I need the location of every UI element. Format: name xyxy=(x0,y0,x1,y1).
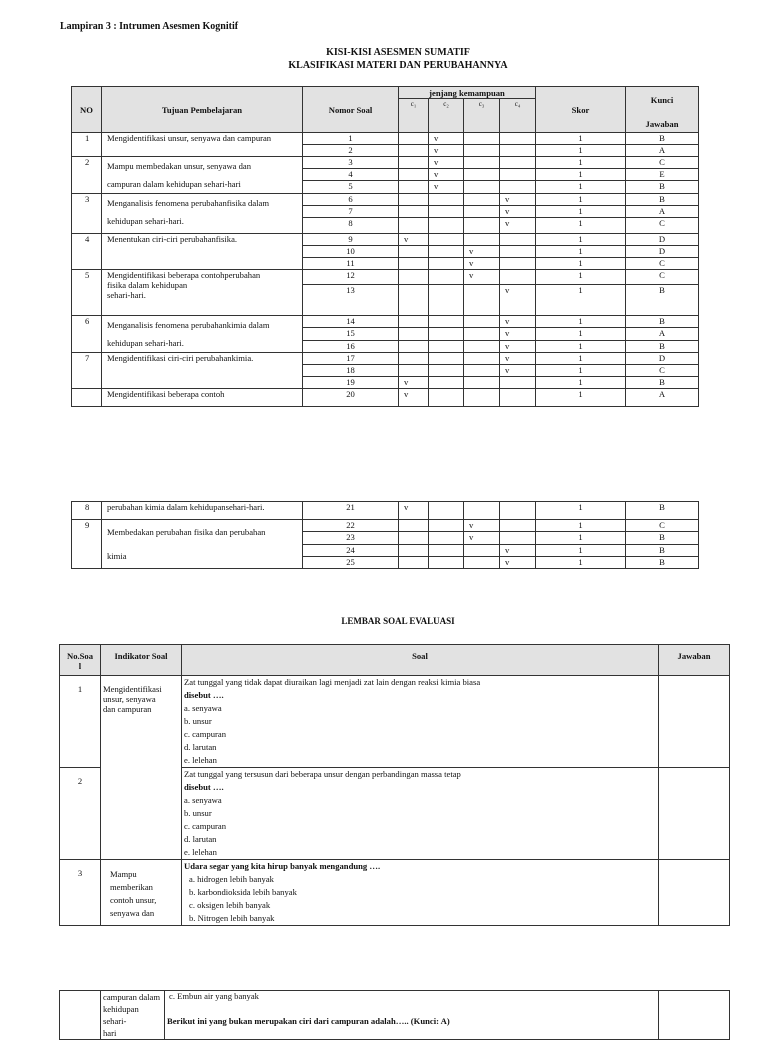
kisi-kisi-table xyxy=(71,86,699,407)
level-c3 xyxy=(464,181,500,194)
indikator-line: Mengidentifikasi xyxy=(103,684,162,694)
skor: 1 xyxy=(536,340,626,352)
nomor-soal: 23 xyxy=(303,532,399,544)
group-no: 2 xyxy=(72,157,102,194)
tujuan-cell xyxy=(102,316,303,353)
indikator-line: memberikan xyxy=(110,882,153,892)
kisi-row xyxy=(72,502,699,520)
no-soal-line1: No.Soa xyxy=(66,651,94,661)
tujuan-cell xyxy=(102,353,303,389)
question-text-cell xyxy=(182,676,659,768)
nomor-soal: 13 xyxy=(303,285,399,316)
level-c1: v xyxy=(399,377,429,389)
kisi-row xyxy=(72,520,699,532)
option-c: c. campuran xyxy=(184,729,226,739)
level-c1 xyxy=(399,181,429,194)
kunci: C xyxy=(626,258,699,270)
level-c2 xyxy=(429,258,464,270)
group-no: 4 xyxy=(72,234,102,270)
question-row xyxy=(60,991,730,1040)
kunci: B xyxy=(626,340,699,352)
level-c3 xyxy=(464,328,500,340)
level-c3 xyxy=(464,316,500,328)
kisi-row xyxy=(72,353,699,365)
level-c4: v xyxy=(500,340,536,352)
kunci: B xyxy=(626,285,699,316)
option-e: e. lelehan xyxy=(184,847,217,857)
tujuan-line: Mengidentifikasi beberapa contohperubahan xyxy=(107,270,261,280)
indikator-line: unsur, senyawa xyxy=(103,694,156,704)
level-c1 xyxy=(399,157,429,169)
tujuan-line: Menentukan ciri-ciri perubahanfisika. xyxy=(107,234,238,244)
level-c3 xyxy=(464,157,500,169)
level-c2 xyxy=(429,218,464,234)
col-c2: c₂ xyxy=(429,99,464,133)
level-c4 xyxy=(500,234,536,246)
kunci: C xyxy=(626,365,699,377)
skor: 1 xyxy=(536,133,626,145)
skor: 1 xyxy=(536,218,626,234)
kunci: C xyxy=(626,157,699,169)
level-c1 xyxy=(399,270,429,285)
level-c2: v xyxy=(429,181,464,194)
level-c1 xyxy=(399,258,429,270)
option-d: d. larutan xyxy=(184,834,217,844)
kunci: A xyxy=(626,206,699,218)
level-c1 xyxy=(399,169,429,181)
option-d: b. Nitrogen lebih banyak xyxy=(189,913,275,923)
tujuan-line: Menganalisis fenomena perubahanfisika dalam xyxy=(107,198,270,208)
level-c4 xyxy=(500,502,536,520)
kisi-row xyxy=(72,157,699,169)
nomor-soal: 25 xyxy=(303,556,399,568)
level-c3 xyxy=(464,218,500,234)
level-c1 xyxy=(399,328,429,340)
group-no: 9 xyxy=(72,520,102,569)
level-c1 xyxy=(399,353,429,365)
level-c3: v xyxy=(464,246,500,258)
level-c3 xyxy=(464,169,500,181)
skor: 1 xyxy=(536,285,626,316)
nomor-soal: 11 xyxy=(303,258,399,270)
group-no xyxy=(72,389,102,407)
option-b: b. karbondioksida lebih banyak xyxy=(189,887,297,897)
col-no-soal xyxy=(60,645,101,676)
level-c2 xyxy=(429,246,464,258)
tujuan-line: Mengidentifikasi unsur, senyawa dan campuran xyxy=(107,133,272,143)
kunci: B xyxy=(626,377,699,389)
nomor-soal: 6 xyxy=(303,194,399,206)
lampiran-label: Lampiran 3 : Intrumen Asesmen Kognitif xyxy=(60,21,239,32)
level-c3 xyxy=(464,285,500,316)
kisi-row xyxy=(72,389,699,407)
kunci: C xyxy=(626,520,699,532)
level-c1: v xyxy=(399,234,429,246)
level-c4 xyxy=(500,145,536,157)
skor: 1 xyxy=(536,389,626,407)
nomor-soal: 2 xyxy=(303,145,399,157)
level-c3 xyxy=(464,502,500,520)
indikator-line: hari xyxy=(103,1028,117,1038)
tujuan-line: Membedakan perubahan fisika dan perubahan xyxy=(107,527,266,537)
level-c1 xyxy=(399,316,429,328)
nomor-soal: 10 xyxy=(303,246,399,258)
level-c2 xyxy=(429,353,464,365)
skor: 1 xyxy=(536,258,626,270)
question-text: Zat tunggal yang tidak dapat diuraikan lagi menjadi zat lain dengan reaksi kimia biasa xyxy=(184,677,481,687)
tujuan-cell xyxy=(102,389,303,407)
level-c2 xyxy=(429,194,464,206)
question-text-cell xyxy=(165,991,659,1040)
level-c4 xyxy=(500,246,536,258)
col-tujuan: Tujuan Pembelajaran xyxy=(102,87,303,133)
nomor-soal: 8 xyxy=(303,218,399,234)
tujuan-line: kehidupan sehari-hari. xyxy=(107,216,184,226)
jawaban-label: Jawaban xyxy=(645,119,679,129)
level-c2 xyxy=(429,377,464,389)
skor: 1 xyxy=(536,181,626,194)
nomor-soal: 4 xyxy=(303,169,399,181)
level-c4: v xyxy=(500,194,536,206)
tujuan-line: sehari-hari. xyxy=(107,290,146,300)
level-c4 xyxy=(500,532,536,544)
option-b: b. unsur xyxy=(184,716,212,726)
level-c3: v xyxy=(464,258,500,270)
tujuan-cell xyxy=(102,133,303,157)
indikator-line: dan campuran xyxy=(103,704,152,714)
question-text: disebut …. xyxy=(184,782,224,792)
kisi-row xyxy=(72,133,699,145)
tujuan-cell xyxy=(102,157,303,194)
question-number: 1 xyxy=(60,676,101,768)
skor: 1 xyxy=(536,353,626,365)
option-d: d. larutan xyxy=(184,742,217,752)
level-c4 xyxy=(500,181,536,194)
skor: 1 xyxy=(536,556,626,568)
skor: 1 xyxy=(536,270,626,285)
level-c3 xyxy=(464,234,500,246)
level-c4: v xyxy=(500,556,536,568)
col-indikator: Indikator Soal xyxy=(101,645,182,676)
level-c3 xyxy=(464,194,500,206)
indikator-cell xyxy=(101,676,182,860)
kisi-row xyxy=(72,234,699,246)
level-c1: v xyxy=(399,502,429,520)
doc-title: KISI-KISI ASESMEN SUMATIF xyxy=(326,47,470,58)
tujuan-line: campuran dalam kehidupan sehari-hari xyxy=(107,179,241,189)
level-c4 xyxy=(500,270,536,285)
nomor-soal: 20 xyxy=(303,389,399,407)
question-number: 2 xyxy=(60,768,101,860)
level-c1 xyxy=(399,133,429,145)
skor: 1 xyxy=(536,145,626,157)
tujuan-line: Mampu membedakan unsur, senyawa dan xyxy=(107,161,252,171)
lembar-soal-title: LEMBAR SOAL EVALUASI xyxy=(341,616,455,626)
question-text-cell xyxy=(182,768,659,860)
kunci: D xyxy=(626,353,699,365)
nomor-soal: 18 xyxy=(303,365,399,377)
level-c2: v xyxy=(429,145,464,157)
level-c1 xyxy=(399,246,429,258)
question-text: Zat tunggal yang tersusun dari beberapa unsur dengan perbandingan massa tetap xyxy=(184,769,461,779)
indikator-line: senyawa dan xyxy=(110,908,155,918)
level-c2 xyxy=(429,234,464,246)
level-c2: v xyxy=(429,133,464,145)
level-c3 xyxy=(464,556,500,568)
nomor-soal: 19 xyxy=(303,377,399,389)
question-number xyxy=(60,991,101,1040)
level-c4: v xyxy=(500,365,536,377)
group-no: 6 xyxy=(72,316,102,353)
indikator-line: Mampu xyxy=(110,869,137,879)
nomor-soal: 1 xyxy=(303,133,399,145)
indikator-line: campuran dalam xyxy=(103,992,161,1002)
option-c: c. campuran xyxy=(184,821,226,831)
skor: 1 xyxy=(536,502,626,520)
kunci: B xyxy=(626,133,699,145)
soal-table xyxy=(59,644,730,926)
option-a: a. senyawa xyxy=(184,795,222,805)
nomor-soal: 17 xyxy=(303,353,399,365)
skor: 1 xyxy=(536,157,626,169)
kunci: B xyxy=(626,316,699,328)
skor: 1 xyxy=(536,316,626,328)
tujuan-line: kimia xyxy=(107,551,127,561)
level-c4 xyxy=(500,520,536,532)
nomor-soal: 22 xyxy=(303,520,399,532)
level-c2 xyxy=(429,556,464,568)
nomor-soal: 3 xyxy=(303,157,399,169)
level-c3 xyxy=(464,145,500,157)
level-c4: v xyxy=(500,218,536,234)
indikator-cell xyxy=(101,991,165,1040)
skor: 1 xyxy=(536,544,626,556)
col-no: NO xyxy=(72,87,102,133)
jawaban-cell[interactable] xyxy=(659,676,730,768)
kisi-row xyxy=(72,194,699,206)
level-c2 xyxy=(429,328,464,340)
level-c4 xyxy=(500,133,536,145)
level-c1 xyxy=(399,194,429,206)
skor: 1 xyxy=(536,194,626,206)
indikator-cell xyxy=(101,860,182,926)
option-a: a. hidrogen lebih banyak xyxy=(189,874,274,884)
indikator-line: kehidupan sehari- xyxy=(103,1004,139,1026)
level-c2 xyxy=(429,270,464,285)
group-no: 3 xyxy=(72,194,102,234)
level-c4: v xyxy=(500,206,536,218)
nomor-soal: 15 xyxy=(303,328,399,340)
col-soal: Soal xyxy=(182,645,659,676)
tujuan-cell xyxy=(102,520,303,569)
level-c3 xyxy=(464,365,500,377)
level-c1 xyxy=(399,544,429,556)
level-c3 xyxy=(464,544,500,556)
kunci: A xyxy=(626,145,699,157)
level-c4: v xyxy=(500,353,536,365)
kunci: B xyxy=(626,556,699,568)
skor: 1 xyxy=(536,169,626,181)
tujuan-line: perubahan kimia dalam kehidupansehari-hari. xyxy=(107,502,265,512)
tujuan-cell xyxy=(102,194,303,234)
level-c4 xyxy=(500,389,536,407)
nomor-soal: 14 xyxy=(303,316,399,328)
jawaban-cell[interactable] xyxy=(659,860,730,926)
level-c1 xyxy=(399,556,429,568)
col-jenjang: jenjang kemampuan xyxy=(399,87,536,99)
level-c3 xyxy=(464,133,500,145)
level-c1 xyxy=(399,340,429,352)
level-c3: v xyxy=(464,270,500,285)
nomor-soal: 9 xyxy=(303,234,399,246)
tujuan-line: Menganalisis fenomena perubahankimia dalam xyxy=(107,320,270,330)
level-c2 xyxy=(429,285,464,316)
level-c1: v xyxy=(399,389,429,407)
nomor-soal: 12 xyxy=(303,270,399,285)
level-c3 xyxy=(464,206,500,218)
nomor-soal: 24 xyxy=(303,544,399,556)
kunci: A xyxy=(626,389,699,407)
level-c2 xyxy=(429,316,464,328)
level-c2 xyxy=(429,532,464,544)
level-c4 xyxy=(500,169,536,181)
skor: 1 xyxy=(536,532,626,544)
level-c4: v xyxy=(500,544,536,556)
tujuan-line: Mengidentifikasi ciri-ciri perubahankimia. xyxy=(107,353,254,363)
tujuan-cell xyxy=(102,502,303,520)
level-c2 xyxy=(429,520,464,532)
level-c1 xyxy=(399,206,429,218)
tujuan-line: Mengidentifikasi beberapa contoh xyxy=(107,389,225,399)
skor: 1 xyxy=(536,234,626,246)
kisi-row xyxy=(72,316,699,328)
level-c4: v xyxy=(500,285,536,316)
kisi-row xyxy=(72,270,699,285)
group-no: 1 xyxy=(72,133,102,157)
col-jawaban: Jawaban xyxy=(659,645,730,676)
nomor-soal: 7 xyxy=(303,206,399,218)
kunci: B xyxy=(626,532,699,544)
col-skor: Skor xyxy=(536,87,626,133)
level-c1 xyxy=(399,520,429,532)
kunci: C xyxy=(626,218,699,234)
kunci: B xyxy=(626,502,699,520)
kunci: B xyxy=(626,544,699,556)
tujuan-cell xyxy=(102,270,303,316)
kunci: C xyxy=(626,270,699,285)
nomor-soal: 21 xyxy=(303,502,399,520)
level-c1 xyxy=(399,365,429,377)
level-c2 xyxy=(429,389,464,407)
option-a: a. senyawa xyxy=(184,703,222,713)
question-text: Berikut ini yang bukan merupakan ciri dari campuran adalah….. (Kunci: A) xyxy=(167,1016,450,1026)
option-e: e. lelehan xyxy=(184,755,217,765)
level-c4: v xyxy=(500,328,536,340)
nomor-soal: 16 xyxy=(303,340,399,352)
kisi-kisi-table-continued xyxy=(71,501,699,569)
skor: 1 xyxy=(536,206,626,218)
skor: 1 xyxy=(536,377,626,389)
tujuan-line: kehidupan sehari-hari. xyxy=(107,338,184,348)
level-c1 xyxy=(399,145,429,157)
level-c2 xyxy=(429,340,464,352)
skor: 1 xyxy=(536,246,626,258)
question-row xyxy=(60,860,730,926)
level-c3 xyxy=(464,377,500,389)
col-c1: c₁ xyxy=(399,99,429,133)
level-c1 xyxy=(399,218,429,234)
question-number: 3 xyxy=(60,860,101,926)
level-c4 xyxy=(500,258,536,270)
question-text: disebut …. xyxy=(184,690,224,700)
col-nomor-soal: Nomor Soal xyxy=(303,87,399,133)
nomor-soal: 5 xyxy=(303,181,399,194)
col-c3: c₃ xyxy=(464,99,500,133)
kunci-label: Kunci xyxy=(650,95,674,105)
level-c3 xyxy=(464,389,500,407)
question-text-cell xyxy=(182,860,659,926)
jawaban-cell[interactable] xyxy=(659,768,730,860)
kunci: D xyxy=(626,234,699,246)
kunci: B xyxy=(626,181,699,194)
kunci: B xyxy=(626,194,699,206)
group-no: 8 xyxy=(72,502,102,520)
col-c4: c₄ xyxy=(500,99,536,133)
level-c3: v xyxy=(464,520,500,532)
level-c1 xyxy=(399,532,429,544)
indikator-line: contoh unsur, xyxy=(110,895,157,905)
level-c4: v xyxy=(500,316,536,328)
question-text: Udara segar yang kita hirup banyak mengandung …. xyxy=(184,861,381,871)
group-no: 7 xyxy=(72,353,102,389)
no-soal-line2: l xyxy=(78,661,82,671)
skor: 1 xyxy=(536,520,626,532)
level-c3: v xyxy=(464,532,500,544)
kunci: D xyxy=(626,246,699,258)
skor: 1 xyxy=(536,365,626,377)
level-c4 xyxy=(500,377,536,389)
level-c3 xyxy=(464,340,500,352)
jawaban-cell[interactable] xyxy=(659,991,730,1040)
level-c4 xyxy=(500,157,536,169)
level-c2: v xyxy=(429,157,464,169)
level-c2: v xyxy=(429,169,464,181)
level-c2 xyxy=(429,544,464,556)
level-c3 xyxy=(464,353,500,365)
group-no: 5 xyxy=(72,270,102,316)
col-kunci xyxy=(626,87,699,133)
level-c2 xyxy=(429,206,464,218)
level-c1 xyxy=(399,285,429,316)
option-c: c. oksigen lebih banyak xyxy=(189,900,271,910)
doc-subtitle: KLASIFIKASI MATERI DAN PERUBAHANNYA xyxy=(288,60,508,71)
skor: 1 xyxy=(536,328,626,340)
tujuan-line: fisika dalam kehidupan xyxy=(107,280,188,290)
kunci: A xyxy=(626,328,699,340)
level-c2 xyxy=(429,365,464,377)
tujuan-cell xyxy=(102,234,303,270)
option-c: c. Embun air yang banyak xyxy=(169,991,259,1001)
level-c2 xyxy=(429,502,464,520)
option-b: b. unsur xyxy=(184,808,212,818)
question-row xyxy=(60,676,730,768)
kunci: E xyxy=(626,169,699,181)
soal-table-continued xyxy=(59,990,730,1040)
